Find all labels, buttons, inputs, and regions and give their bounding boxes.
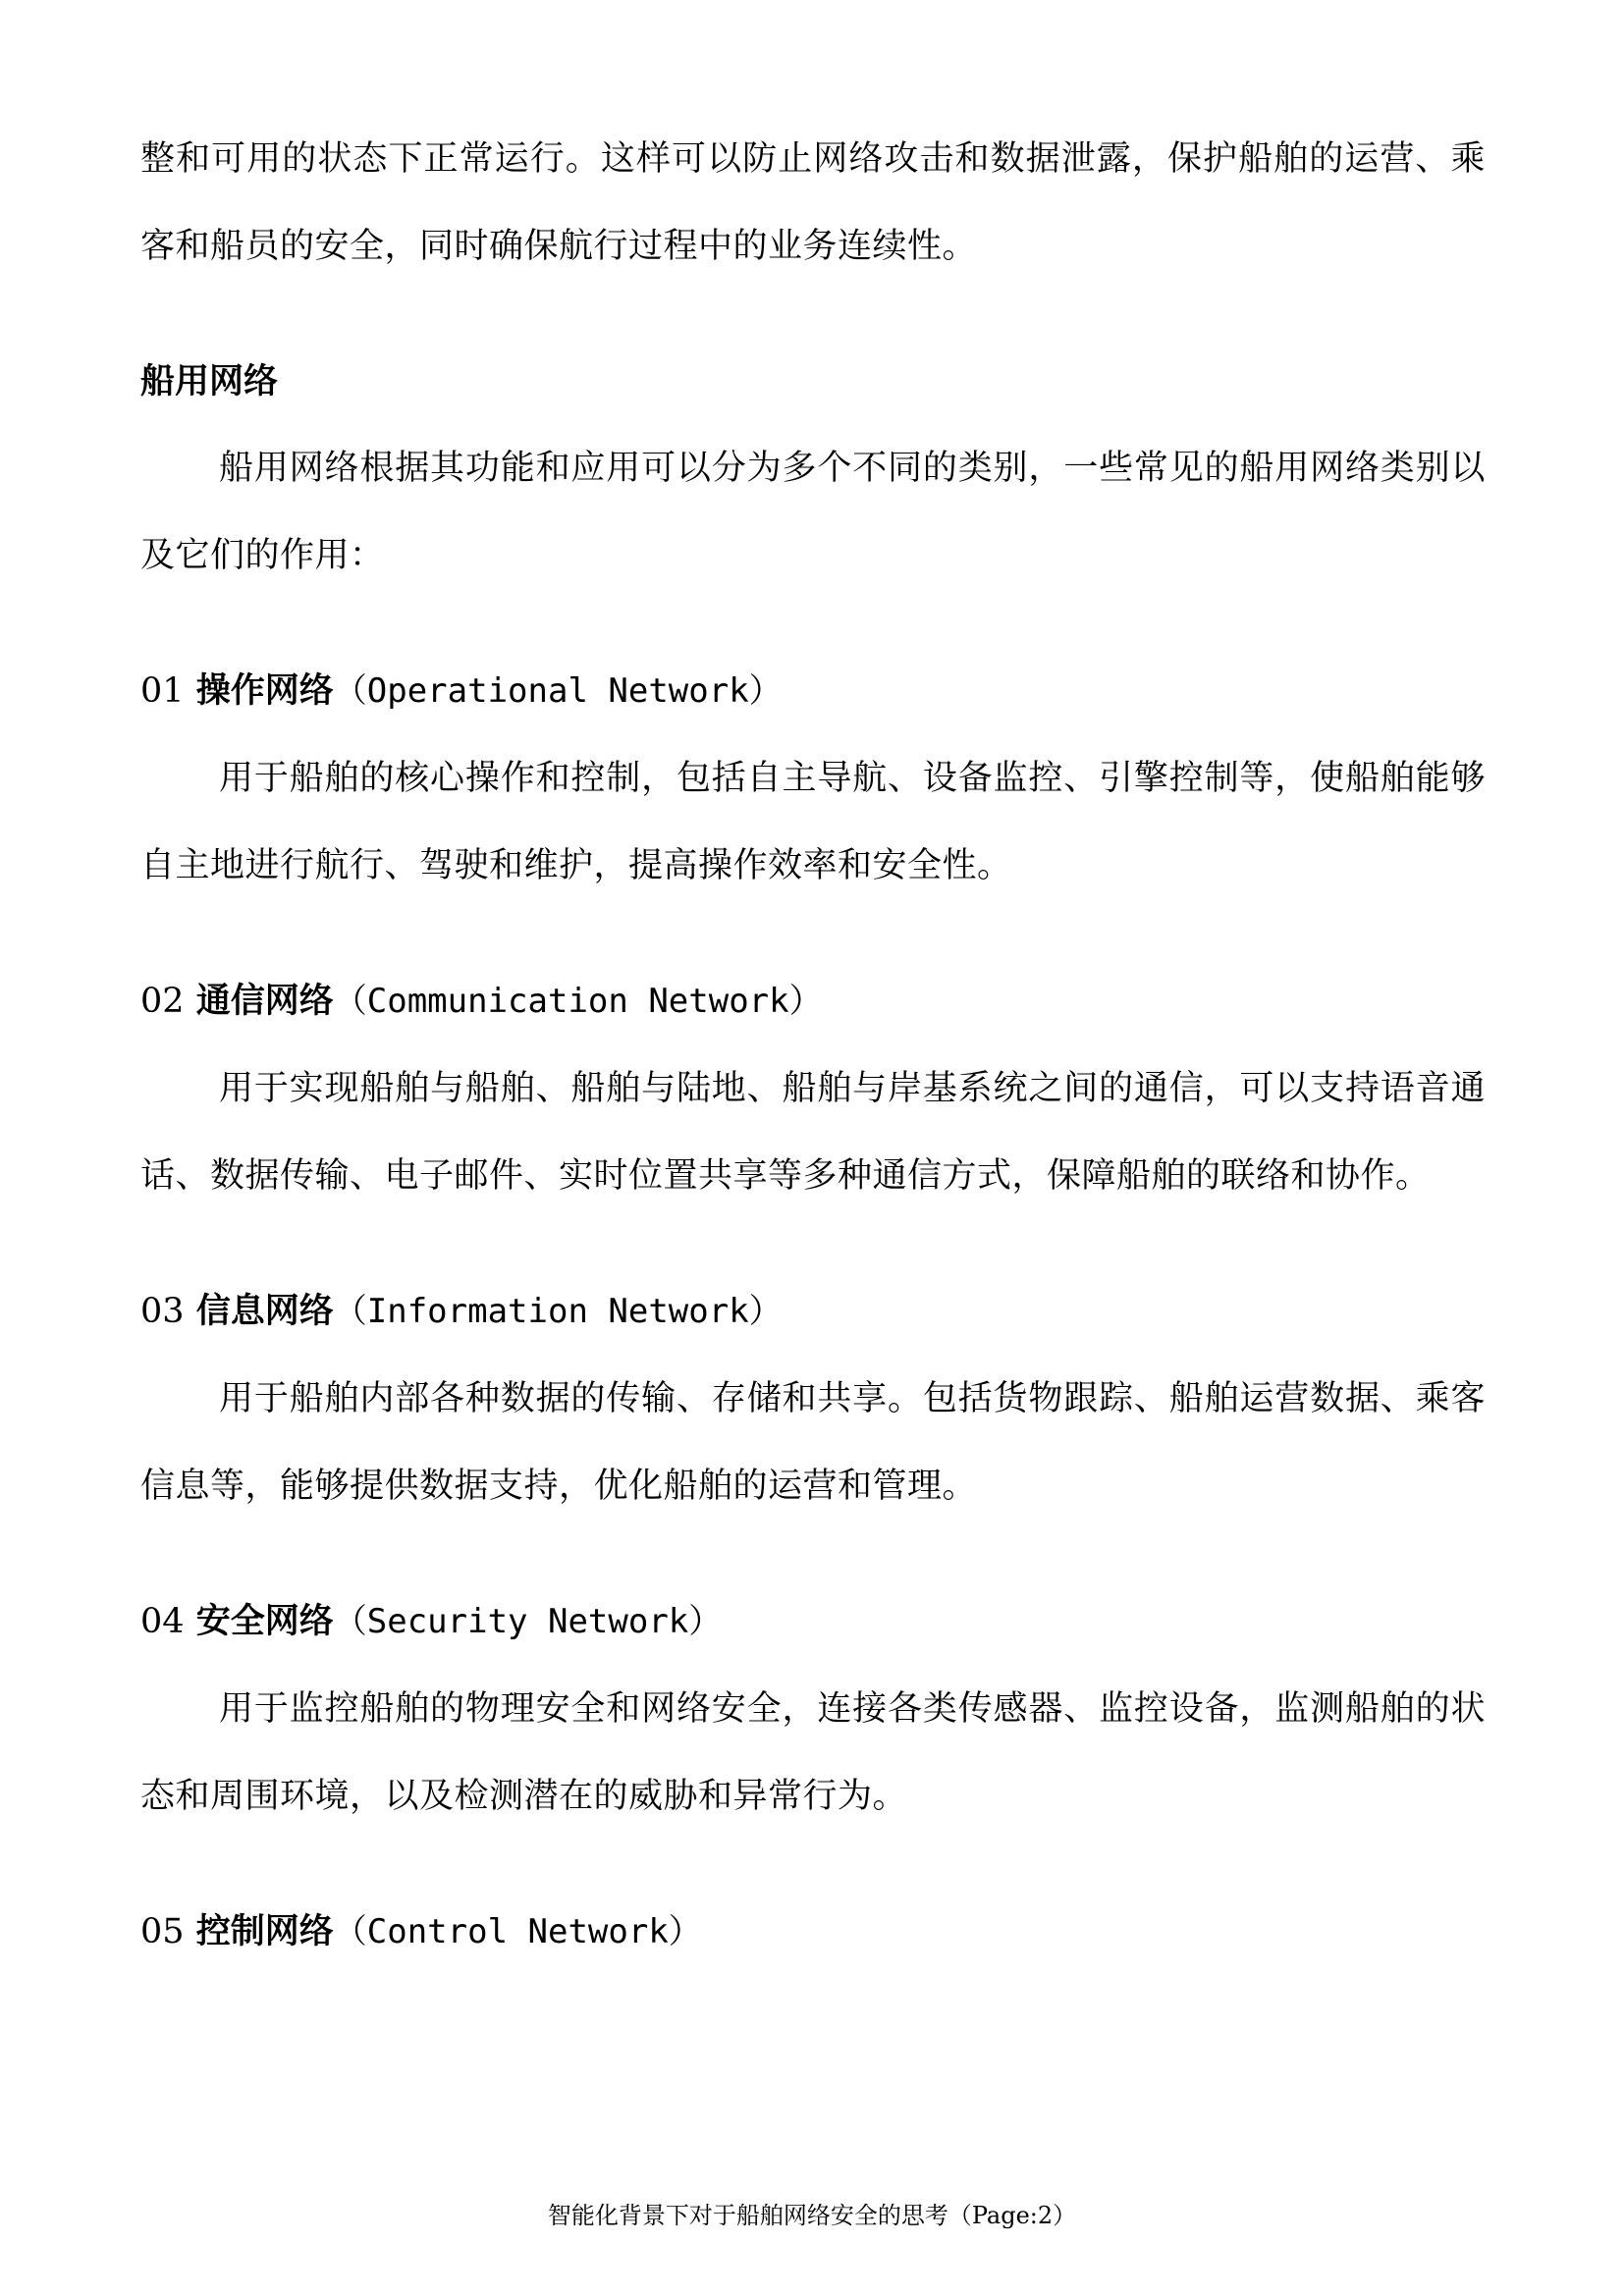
spacer <box>140 291 1486 338</box>
network-description-03: 用于船舶内部各种数据的传输、存储和共享。包括货物跟踪、船舶运营数据、乘客信息等，能够提供数据支持，优化船舶的运营和管理。 <box>140 1379 1486 1506</box>
network-heading-03: 03 信息网络（Information Network） <box>140 1291 783 1331</box>
section-title: 船用网络 <box>140 361 279 401</box>
network-heading-05: 05 控制网络（Control Network） <box>140 1911 702 1951</box>
spacer <box>140 910 1486 957</box>
document-page <box>140 116 1486 1976</box>
spacer <box>140 1220 1486 1267</box>
page-footer: 智能化背景下对于船舶网络安全的思考（Page:2） <box>547 2202 1077 2229</box>
spacer <box>140 1530 1486 1577</box>
spacer <box>140 1841 1486 1888</box>
network-heading-02: 02 通信网络（Communication Network） <box>140 981 823 1021</box>
network-heading-01: 01 操作网络（Operational Network） <box>140 670 783 711</box>
network-description-01: 用于船舶的核心操作和控制，包括自主导航、设备监控、引擎控制等，使船舶能够自主地进行航行、驾驶和维护，提高操作效率和安全性。 <box>140 759 1486 885</box>
network-heading-04: 04 安全网络（Security Network） <box>140 1601 723 1641</box>
network-description-04: 用于监控船舶的物理安全和网络安全，连接各类传感器、监控设备，监测船舶的状态和周围环境，以及检测潜在的威胁和异常行为。 <box>140 1689 1486 1816</box>
spacer <box>140 600 1486 647</box>
network-description-02: 用于实现船舶与船舶、船舶与陆地、船舶与岸基系统之间的通信，可以支持语音通话、数据传输、电子邮件、实时位置共享等多种通信方式，保障船舶的联络和协作。 <box>140 1069 1486 1196</box>
intro-paragraph: 整和可用的状态下正常运行。这样可以防止网络攻击和数据泄露，保护船舶的运营、乘客和船员的安全，同时确保航行过程中的业务连续性。 <box>140 139 1486 266</box>
section-lead-paragraph: 船用网络根据其功能和应用可以分为多个不同的类别，一些常见的船用网络类别以及它们的作用： <box>140 449 1486 575</box>
